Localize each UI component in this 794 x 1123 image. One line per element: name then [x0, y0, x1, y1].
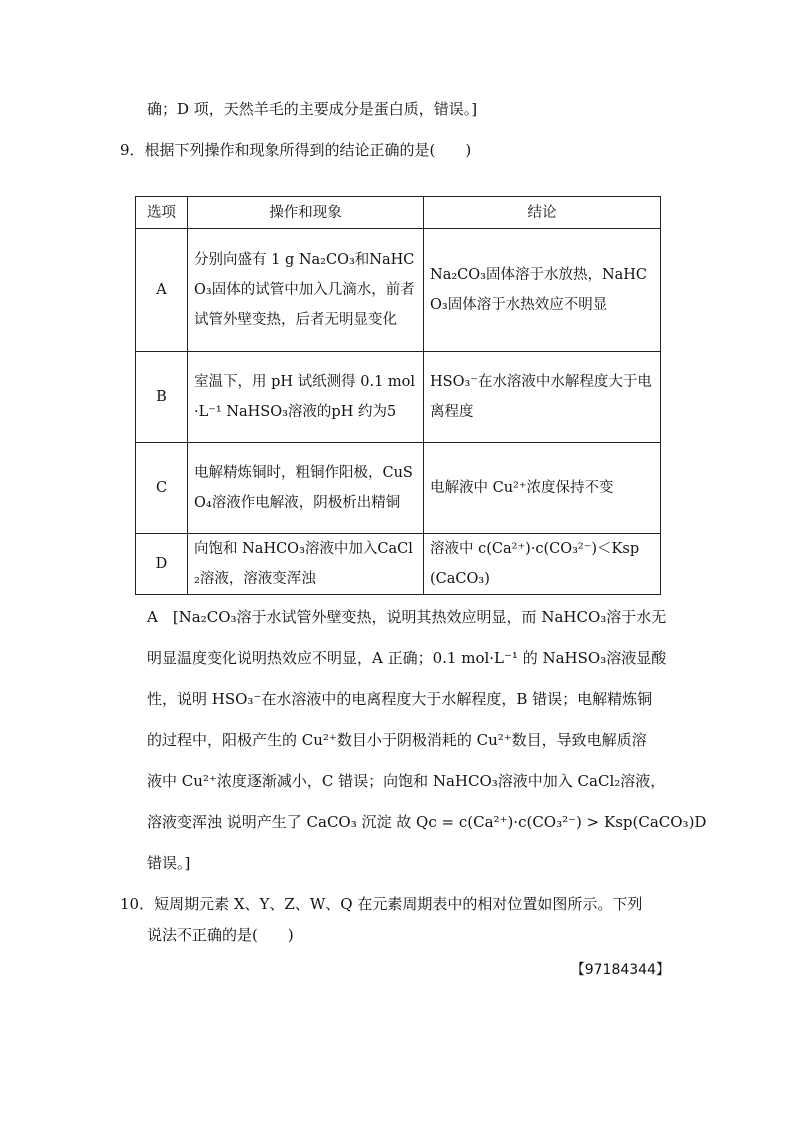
option-label-b: B: [136, 352, 188, 443]
explanation-line-5: 液中 Cu²⁺浓度逐渐减小，C 错误；向饱和 NaHCO₃溶液中加入 CaCl₂溶液，: [147, 772, 666, 790]
operation-d: 向饱和 NaHCO₃溶液中加入CaCl₂溶液，溶液变浑浊: [188, 534, 424, 595]
table-header-row: [136, 197, 661, 229]
conclusion-a: Na₂CO₃固体溶于水放热，NaHCO₃固体溶于水热效应不明显: [424, 229, 661, 352]
question-9-text: 9．根据下列操作和现象所得到的结论正确的是( ): [120, 141, 472, 159]
header-operation: 操作和现象: [188, 197, 424, 229]
explanation-line-4: 的过程中，阳极产生的 Cu²⁺数目小于阴极消耗的 Cu²⁺数目，导致电解质溶: [147, 731, 647, 749]
explanation-line-2: 明显温度变化说明热效应不明显，A 正确；0.1 mol·L⁻¹ 的 NaHSO₃溶液显酸: [147, 649, 667, 667]
option-label-d: D: [136, 534, 188, 595]
header-conclusion: 结论: [424, 197, 661, 229]
conclusion-b: HSO₃⁻在水溶液中水解程度大于电离程度: [424, 352, 661, 443]
answer-code: 【97184344】: [570, 962, 670, 978]
question-9-table: [135, 196, 661, 595]
operation-c: 电解精炼铜时，粗铜作阳极，CuSO₄溶液作电解液，阴极析出精铜: [188, 443, 424, 534]
operation-a: 分别向盛有 1 g Na₂CO₃和NaHCO₃固体的试管中加入几滴水，前者试管外壁变热，后者无明显变化: [188, 229, 424, 352]
explanation-line-6: 溶液变浑浊 说明产生了 CaCO₃ 沉淀 故 Qc = c(Ca²⁺)·c(CO₃²⁻) > Ksp(CaCO₃)D: [147, 813, 707, 831]
table-row-b: [136, 352, 661, 443]
table-row-c: [136, 443, 661, 534]
option-label-a: A: [136, 229, 188, 352]
question-10-line-1: 10．短周期元素 X、Y、Z、W、Q 在元素周期表中的相对位置如图所示。下列: [120, 895, 643, 913]
table-row-d: [136, 534, 661, 595]
header-option: 选项: [136, 197, 188, 229]
conclusion-d: 溶液中 c(Ca²⁺)·c(CO₃²⁻)＜Ksp(CaCO₃): [424, 534, 661, 595]
table-row-a: [136, 229, 661, 352]
explanation-line-1: A [Na₂CO₃溶于水试管外壁变热，说明其热效应明显，而 NaHCO₃溶于水无: [147, 608, 667, 626]
question-10-line-2: 说法不正确的是( ): [147, 926, 294, 944]
option-label-c: C: [136, 443, 188, 534]
explanation-line-7: 错误。]: [147, 854, 191, 872]
explanation-line-3: 性，说明 HSO₃⁻在水溶液中的电离程度大于水解程度，B 错误；电解精炼铜: [147, 690, 653, 708]
operation-b: 室温下，用 pH 试纸测得 0.1 mol·L⁻¹ NaHSO₃溶液的pH 约为5: [188, 352, 424, 443]
previous-answer-tail: 确；D 项，天然羊毛的主要成分是蛋白质，错误。]: [147, 100, 478, 118]
conclusion-c: 电解液中 Cu²⁺浓度保持不变: [424, 443, 661, 534]
